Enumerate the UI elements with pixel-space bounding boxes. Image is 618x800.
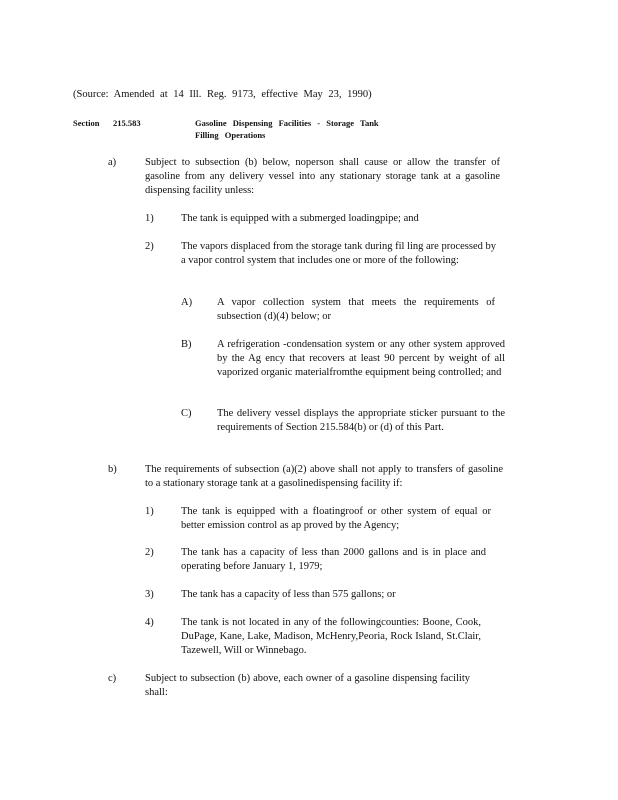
section-title-line2: Filling Operations bbox=[195, 130, 266, 140]
para-b2-text: The tank has a capacity of less than 2000 gallons and is in place and operating before January 1, 1979; bbox=[181, 547, 486, 572]
source-note: (Source: Amended at 14 Ill. Reg. 9173, effective May 23, 1990) bbox=[73, 89, 372, 100]
section-number: 215.583 bbox=[113, 118, 141, 128]
para-a1-text: The tank is equipped with a submerged loadingpipe; and bbox=[181, 213, 419, 224]
para-a1-label: 1) bbox=[145, 213, 154, 224]
para-b3-text: The tank has a capacity of less than 575 gallons; or bbox=[181, 589, 396, 600]
section-label: Section bbox=[73, 118, 100, 128]
para-c-label: c) bbox=[108, 673, 117, 684]
para-b3-label: 3) bbox=[145, 589, 154, 600]
para-b1-text: The tank is equipped with a floatingroof or other system of equal or better emission control as ap proved by the Agency; bbox=[181, 506, 491, 531]
para-a2A-text: A vapor collection system that meets the requirements of subsection (d)(4) below; or bbox=[217, 297, 495, 322]
para-a2-text: The vapors displaced from the storage tank during fil ling are processed by a vapor control system that includes one or more of the following: bbox=[181, 241, 496, 266]
para-b-text: The requirements of subsection (a)(2) above shall not apply to transfers of gasoline to a stationary storage tank at a gasolinedispensing facility if: bbox=[145, 464, 503, 489]
para-c-text: Subject to subsection (b) above, each owner of a gasoline dispensing facility shall: bbox=[145, 673, 470, 698]
para-a2B-label: B) bbox=[181, 339, 192, 350]
para-b2-label: 2) bbox=[145, 547, 154, 558]
para-a-text: Subject to subsection (b) below, noperson shall cause or allow the transfer of gasoline from any delivery vessel into any stationary storage tank at a gasoline dispensing facility unless: bbox=[145, 157, 500, 196]
para-b4-text: The tank is not located in any of the followingcounties: Boone, Cook, DuPage, Kane, Lake, Madison, McHenry,Peoria, Rock Island, St.Clair, Tazewell, Will or Winnebago. bbox=[181, 617, 481, 656]
para-a2A-label: A) bbox=[181, 297, 193, 308]
para-a2C-label: C) bbox=[181, 408, 192, 419]
para-b-label: b) bbox=[108, 464, 117, 475]
para-a-label: a) bbox=[108, 157, 117, 168]
para-a2B-text: A refrigeration -condensation system or any other system approved by the Ag ency that recovers at least 90 percent by weight of all vaporized organic materialfromthe equipment being controlled; and bbox=[217, 339, 505, 378]
section-title-line1: Gasoline Dispensing Facilities - Storage Tank bbox=[195, 118, 379, 128]
para-a2C-text: The delivery vessel displays the appropriate sticker pursuant to the requirements of Section 215.584(b) or (d) of this Part. bbox=[217, 408, 505, 433]
para-a2-label: 2) bbox=[145, 241, 154, 252]
para-b1-label: 1) bbox=[145, 506, 154, 517]
para-b4-label: 4) bbox=[145, 617, 154, 628]
